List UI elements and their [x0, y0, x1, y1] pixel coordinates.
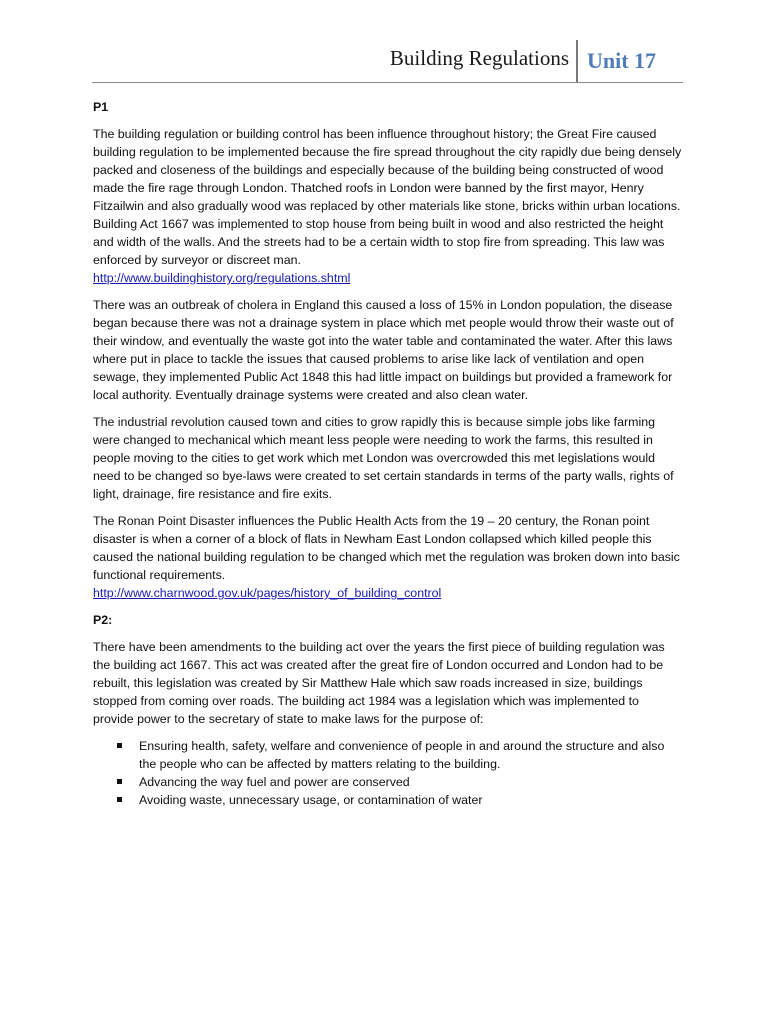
section-heading-p1: P1	[93, 100, 109, 114]
section-heading-p2: P2:	[93, 613, 113, 627]
link-charnwood[interactable]: http://www.charnwood.gov.uk/pages/history_of_building_control	[93, 586, 442, 600]
list-item: Avoiding waste, unnecessary usage, or contamination of water	[93, 791, 683, 809]
document-title: Building Regulations	[389, 46, 569, 70]
link-buildinghistory[interactable]: http://www.buildinghistory.org/regulations.shtml	[93, 271, 351, 285]
paragraph-building-act: There have been amendments to the building act over the years the first piece of building regulation was the building act 1667. This act was created after the great fire of London occurred and London had to be rebuilt, this legislation was created by Sir Matthew Hale which saw roads increased in size, buildings stopped from coming over roads. The building act 1984 was a legislation which was implemented to provide power to the secretary of state to make laws for the purpose of:	[93, 640, 665, 726]
document-body	[93, 98, 683, 809]
list-item: Advancing the way fuel and power are conserved	[93, 773, 683, 791]
bullet-list	[93, 737, 683, 809]
unit-label: Unit 17	[587, 48, 657, 73]
header-divider	[576, 40, 578, 82]
square-bullet-icon	[117, 797, 122, 802]
list-item: Ensuring health, safety, welfare and convenience of people in and around the structure and also the people who can be affected by matters relating to the building.	[93, 737, 683, 773]
paragraph-text: The building regulation or building control has been influence throughout history; the Great Fire caused building regulation to be implemented because the fire spread throughout the city rapidly due being densely packed and closeness of the buildings and especially because of the building being constructed of wood made the fire rage through London. Thatched roofs in London were banned by the first mayor, Henry Fitzailwin and also gradually wood was replaced by other materials like stone, bricks within urban locations. Building Act 1667 was implemented to stop house from being built in wood and also restricted the height and width of the walls. And the streets had to be a certain width to stop fire from spreading. This law was enforced by surveyor or discreet man.	[93, 127, 682, 267]
paragraph-ronan-point	[93, 512, 683, 602]
square-bullet-icon	[117, 743, 122, 748]
paragraph-industrial-revolution: The industrial revolution caused town and cities to grow rapidly this is because simple jobs like farming were changed to mechanical which meant less people were needing to work the farms, this resulted in people moving to the cities to get work which met London was overcrowded this met legislations would need to be changed so bye-laws were created to set certain standards in terms of the party walls, rights of light, drainage, fire resistance and fire exits.	[93, 415, 674, 501]
paragraph-cholera: There was an outbreak of cholera in England this caused a loss of 15% in London population, the disease began because there was not a drainage system in place which met people would throw their waste out of their window, and eventually the waste got into the water table and contaminated the water. After this laws where put in place to tackle the issues that caused problems to arise like lack of ventilation and open sewage, they implemented Public Act 1848 this had little impact on buildings but provided a framework for local authority. Eventually drainage systems were created and also clean water.	[93, 298, 674, 402]
page-header	[92, 40, 683, 83]
paragraph-great-fire	[93, 125, 683, 287]
square-bullet-icon	[117, 779, 122, 784]
paragraph-text: The Ronan Point Disaster influences the Public Health Acts from the 19 – 20 century, the Ronan point disaster is when a corner of a block of flats in Newham East London collapsed which killed people this caused the national building regulation to be changed which met the regulation was broken down into basic functional requirements.	[93, 514, 680, 582]
